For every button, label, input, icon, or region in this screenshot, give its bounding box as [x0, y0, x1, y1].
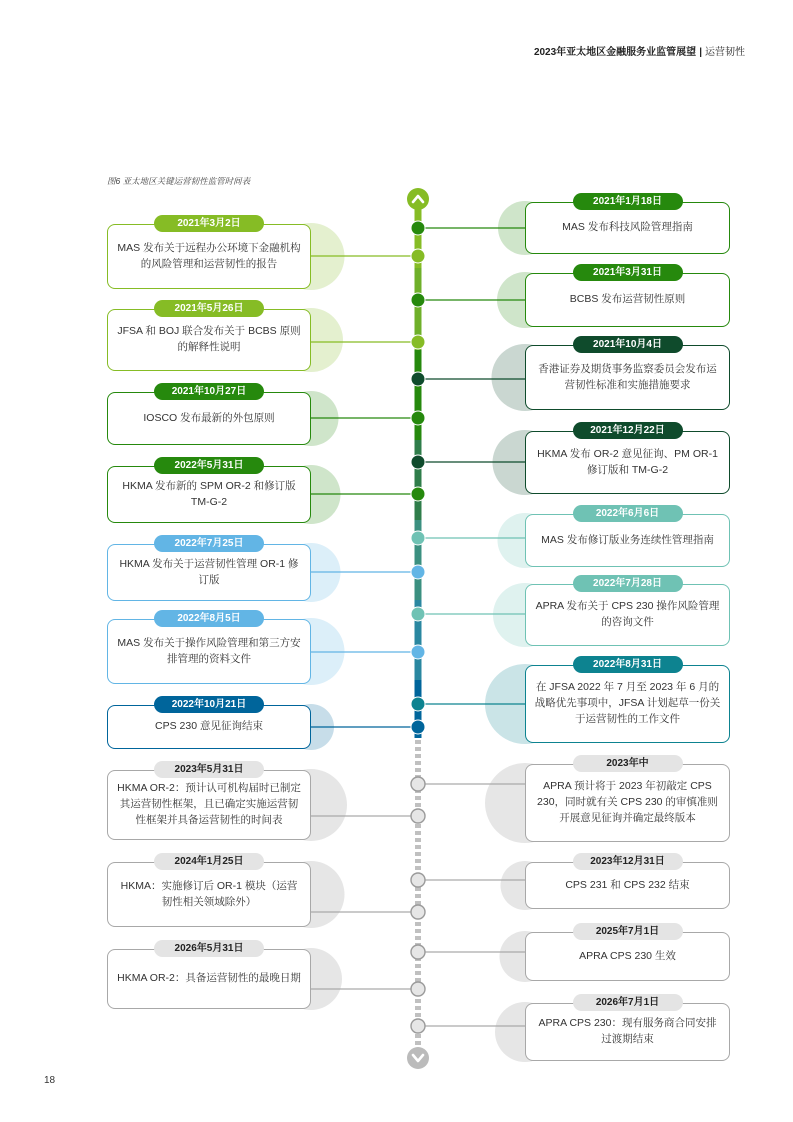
timeline-dot [411, 873, 425, 887]
event-date: 2022年8月31日 [573, 656, 683, 673]
timeline-spine [415, 200, 422, 1050]
timeline-dot [411, 645, 425, 659]
timeline-dot [411, 531, 425, 545]
timeline-dot [411, 777, 425, 791]
event-text: APRA CPS 230：现有服务商合同安排过渡期结束 [538, 1017, 717, 1045]
event-box [525, 273, 730, 327]
timeline-dot [411, 905, 425, 919]
timeline-dot [411, 720, 425, 734]
event-text: MAS 发布修订版业务连续性管理指南 [541, 533, 714, 546]
event-box [107, 949, 311, 1009]
timeline-dot [411, 809, 425, 823]
event-date: 2025年7月1日 [573, 923, 683, 940]
event-text: MAS 发布关于远程办公环境下金融机构的风险管理和运营韧性的报告 [117, 241, 301, 270]
event-box [107, 309, 311, 371]
page-number: 18 [44, 1075, 56, 1086]
event-text: 香港证券及期货事务监察委员会发布运营韧性标准和实施措施要求 [538, 362, 717, 391]
event-box [525, 764, 730, 842]
event-text: HKMA 发布关于运营韧性管理 OR-1 修订版 [119, 557, 299, 586]
timeline-dot [411, 607, 425, 621]
event-date: 2021年12月22日 [573, 422, 683, 439]
event-text: MAS 发布关于操作风险管理和第三方安排管理的资料文件 [117, 636, 301, 665]
header-separator: | [699, 47, 702, 58]
timeline-dot [411, 455, 425, 469]
event-date: 2023年中 [573, 755, 683, 772]
event-date: 2022年8月5日 [154, 610, 264, 627]
event-date: 2024年1月25日 [154, 853, 264, 870]
event-text: CPS 231 和 CPS 232 结束 [565, 878, 690, 891]
timeline-dot [411, 372, 425, 386]
event-date: 2023年5月31日 [154, 761, 264, 778]
event-box [525, 1003, 730, 1061]
timeline-dot [411, 411, 425, 425]
event-text: JFSA 和 BOJ 联合发布关于 BCBS 原则的解释性说明 [117, 325, 301, 353]
event-text: CPS 230 意见征询结束 [155, 720, 263, 733]
event-text: HKMA 发布新的 SPM OR-2 和修订版 TM-G-2 [122, 479, 296, 508]
timeline-dot [411, 335, 425, 349]
timeline-dot [411, 293, 425, 307]
event-text: APRA CPS 230 生效 [579, 949, 676, 962]
event-date: 2022年5月31日 [154, 457, 264, 474]
event-date: 2022年7月28日 [573, 575, 683, 592]
event-text: MAS 发布科技风险管理指南 [562, 221, 693, 234]
event-box [525, 345, 730, 410]
event-date: 2021年10月4日 [573, 336, 683, 353]
chevron-down-icon [407, 1047, 429, 1069]
event-text: 在 JFSA 2022 年 7 月至 2023 年 6 月的战略优先事项中，JFSA 计划起草一份关于运营韧性的工作文件 [534, 681, 721, 725]
timeline-dot [411, 945, 425, 959]
timeline-dot [411, 221, 425, 235]
event-date: 2022年7月25日 [154, 535, 264, 552]
timeline-dot [411, 249, 425, 263]
event-box [107, 619, 311, 684]
event-date: 2021年3月2日 [154, 215, 264, 232]
event-box [525, 665, 730, 743]
event-box [107, 770, 311, 840]
timeline-dot [411, 487, 425, 501]
event-text: APRA 预计将于 2023 年初敲定 CPS 230，同时就有关 CPS 230 的审慎准则开展意见征询并确定最终版本 [537, 780, 718, 824]
spine-segment [415, 350, 422, 440]
event-text: IOSCO 发布最新的外包原则 [143, 411, 275, 424]
timeline-dot [411, 697, 425, 711]
event-text: HKMA 发布 OR-2 意见征询、PM OR-1 修订版和 TM-G-2 [537, 447, 718, 476]
timeline-dot [411, 1019, 425, 1033]
event-date: 2026年7月1日 [573, 994, 683, 1011]
event-date: 2023年12月31日 [573, 853, 683, 870]
event-box [525, 431, 730, 494]
timeline-dot [411, 982, 425, 996]
event-date: 2021年10月27日 [154, 383, 264, 400]
event-text: APRA 发布关于 CPS 230 操作风险管理的咨询文件 [535, 600, 720, 628]
document-title: 2023年亚太地区金融服务业监管展望 [533, 47, 697, 58]
spine-segment [415, 440, 422, 520]
event-box [107, 862, 311, 927]
event-text: HKMA：实施修订后 OR-1 模块（运营韧性相关领域除外） [120, 879, 298, 908]
event-text: BCBS 发布运营韧性原则 [569, 293, 686, 306]
event-box [107, 466, 311, 523]
figure-caption: 图6 亚太地区关键运营韧性监管时间表 [107, 176, 251, 186]
event-date: 2021年1月18日 [573, 193, 683, 210]
event-box [107, 544, 311, 601]
event-date: 2021年3月31日 [573, 264, 683, 281]
event-date: 2022年10月21日 [154, 696, 264, 713]
event-box [107, 224, 311, 289]
event-date: 2021年5月26日 [154, 300, 264, 317]
event-box [525, 584, 730, 646]
event-text: HKMA OR-2：具备运营韧性的最晚日期 [117, 972, 301, 985]
event-date: 2026年5月31日 [154, 940, 264, 957]
section-name: 运营韧性 [705, 47, 745, 58]
timeline-dot [411, 565, 425, 579]
event-text: HKMA OR-2：预计认可机构届时已制定其运营韧性框架，且已确定实施运营韧性框架并具备运营韧性的时间表 [117, 782, 301, 826]
chevron-up-icon [407, 188, 429, 210]
event-date: 2022年6月6日 [573, 505, 683, 522]
